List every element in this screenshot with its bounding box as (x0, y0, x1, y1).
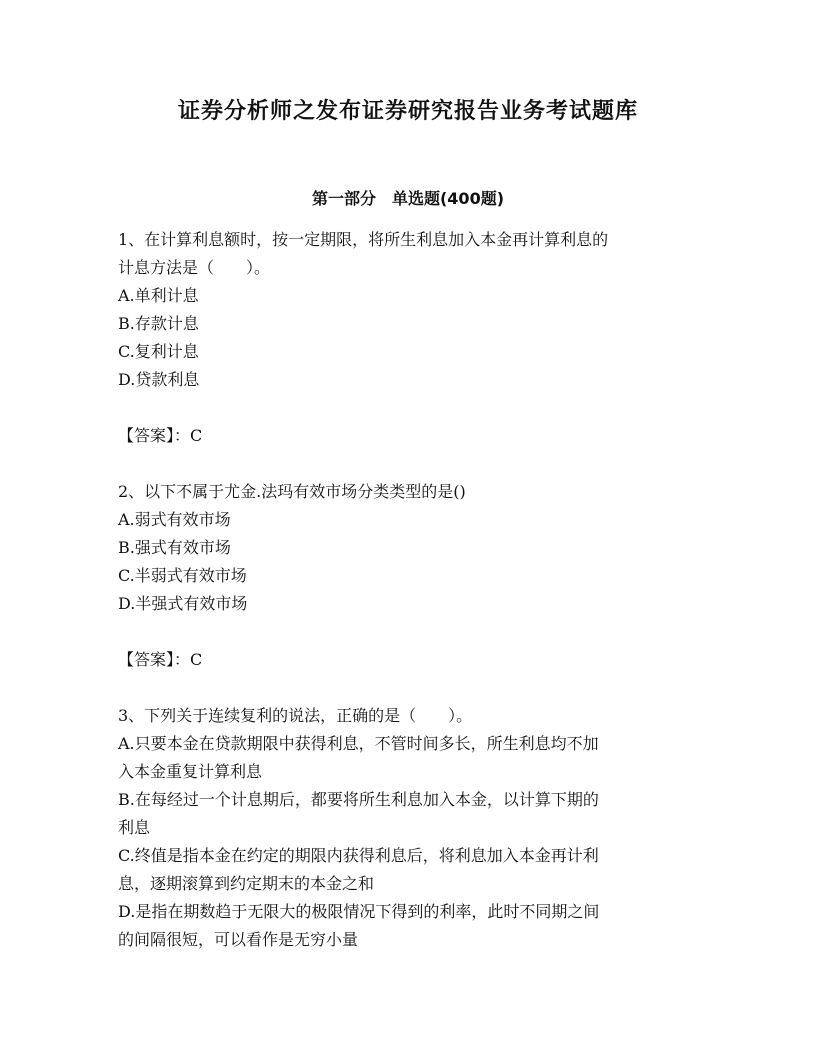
answer-line: 【答案】：C (118, 426, 203, 445)
option-d: D.半强式有效市场 (118, 594, 248, 613)
question-stem-line: 1、在计算利息额时，按一定期限，将所生利息加入本金再计算利息的 (118, 230, 609, 249)
option-c-line-2: 息，逐期滚算到约定期末的本金之和 (118, 874, 375, 893)
option-d-line-1: D.是指在期数趋于无限大的极限情况下得到的利率，此时不同期之间 (118, 902, 600, 921)
option-b: B.强式有效市场 (118, 538, 231, 557)
option-b-line-1: B.在每经过一个计息期后，都要将所生利息加入本金，以计算下期的 (118, 790, 599, 809)
question-stem-line: 3、下列关于连续复利的说法，正确的是（ ）。 (118, 706, 473, 725)
spacer (118, 618, 698, 646)
question-list (118, 226, 698, 954)
spacer (118, 450, 698, 478)
spacer (118, 394, 698, 422)
option-d: D.贷款利息 (118, 370, 200, 389)
spacer (118, 674, 698, 702)
option-a: A.单利计息 (118, 286, 199, 305)
document-title: 证券分析师之发布证券研究报告业务考试题库 (177, 99, 638, 124)
question-stem-line: 计息方法是（ ）。 (118, 258, 271, 277)
section-heading: 第一部分 单选题(400题) (311, 189, 505, 208)
option-d-line-2: 的间隔很短，可以看作是无穷小量 (118, 930, 359, 949)
question-stem-line: 2、以下不属于尤金.法玛有效市场分类类型的是() (118, 482, 466, 501)
option-c: C.半弱式有效市场 (118, 566, 247, 585)
option-a-line-2: 入本金重复计算利息 (118, 762, 263, 781)
option-a: A.弱式有效市场 (118, 510, 231, 529)
answer-line: 【答案】：C (118, 650, 203, 669)
option-a-line-1: A.只要本金在贷款期限中获得利息，不管时间多长，所生利息均不加 (118, 734, 599, 753)
question-2 (118, 478, 698, 702)
option-c: C.复利计息 (118, 342, 199, 361)
question-3 (118, 702, 698, 954)
question-1 (118, 226, 698, 478)
option-b: B.存款计息 (118, 314, 199, 333)
option-b-line-2: 利息 (118, 818, 151, 837)
option-c-line-1: C.终值是指本金在约定的期限内获得利息后，将利息加入本金再计利 (118, 846, 599, 865)
